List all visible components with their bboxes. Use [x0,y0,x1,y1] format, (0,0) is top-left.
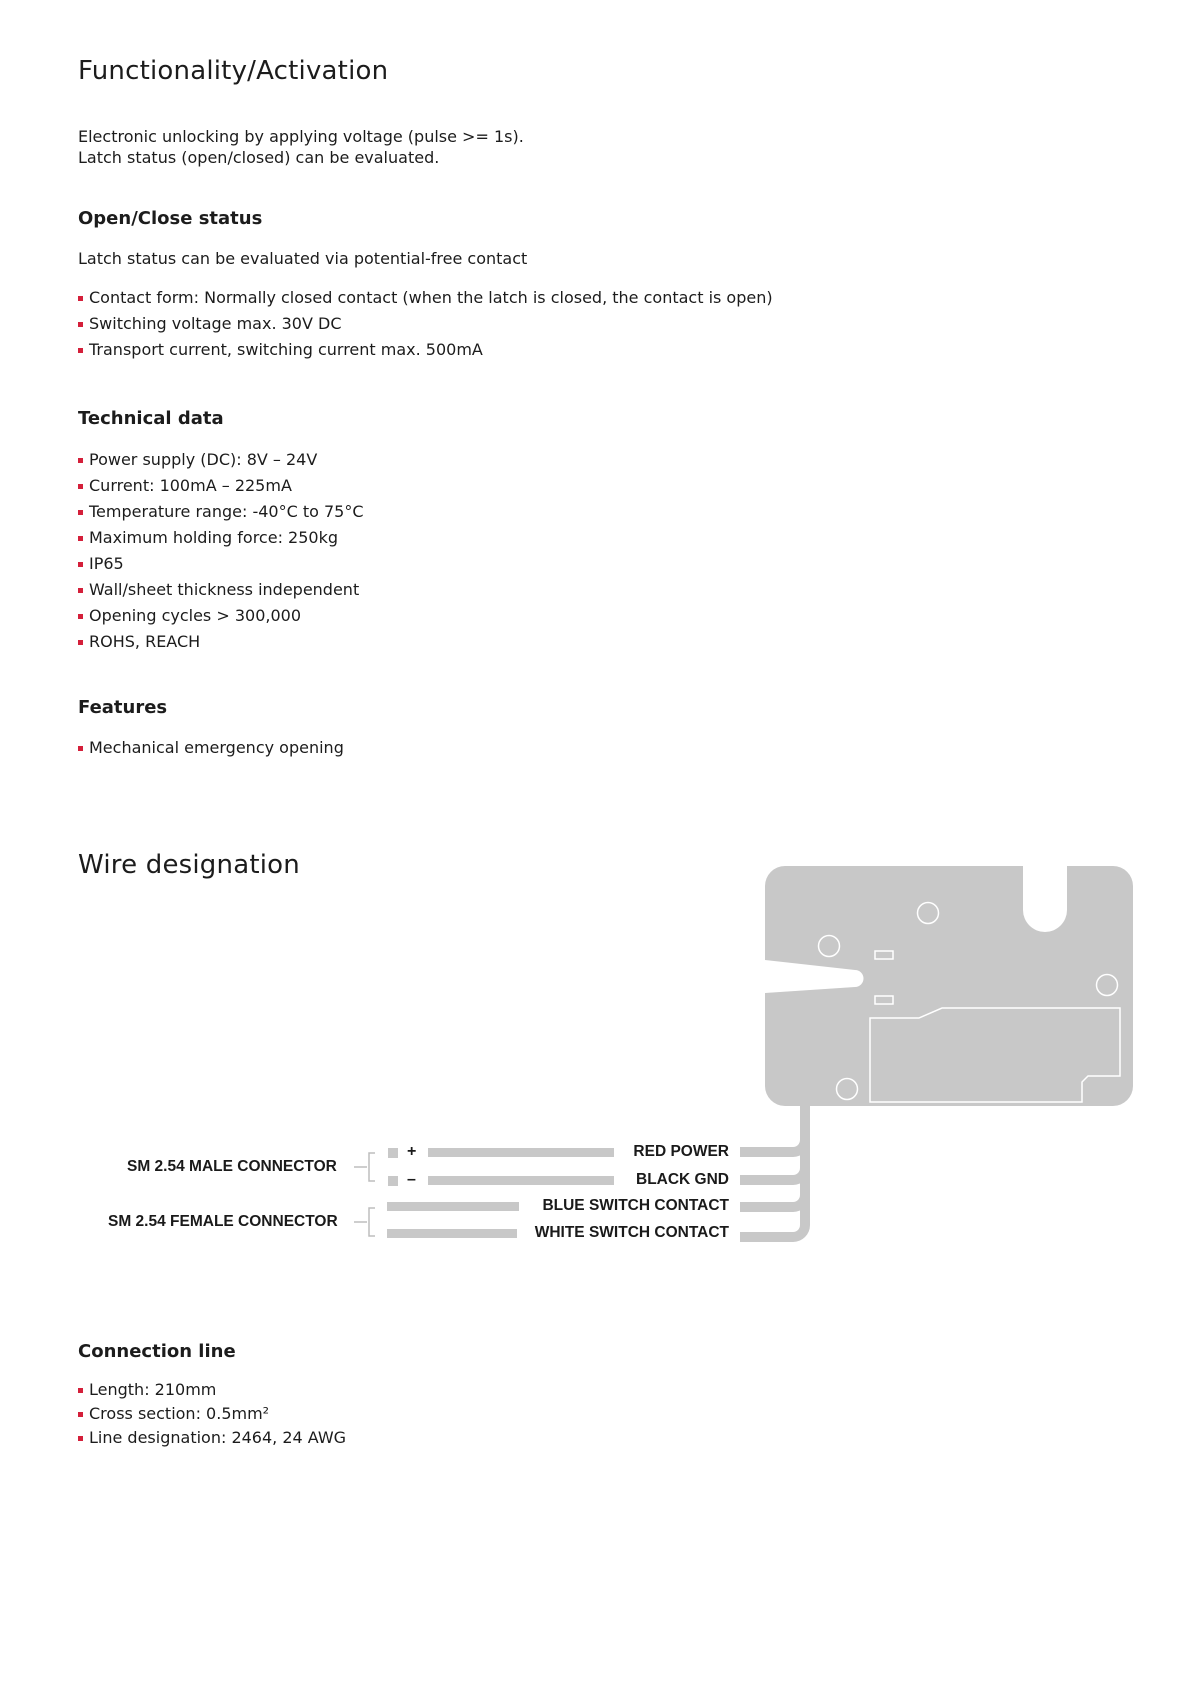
section-title-connection: Connection line [78,1341,236,1362]
list-item: Current: 100mA – 225mA [78,476,364,502]
list-item: Maximum holding force: 250kg [78,528,364,554]
bullet-icon [78,1436,83,1441]
section-title-features: Features [78,697,168,718]
list-item: Temperature range: -40°C to 75°C [78,502,364,528]
bullet-icon [78,1412,83,1417]
section-title-functionality: Functionality/Activation [78,56,389,86]
list-item: Power supply (DC): 8V – 24V [78,450,364,476]
list-item: Mechanical emergency opening [78,738,344,764]
wire-label-black-gnd: BLACK GND [636,1171,729,1188]
list-item: ROHS, REACH [78,632,364,658]
list-item: Line designation: 2464, 24 AWG [78,1428,346,1452]
minus-sign: – [407,1171,416,1188]
functionality-line: Electronic unlocking by applying voltage (pulse >= 1s). [78,127,524,146]
list-item: Switching voltage max. 30V DC [78,314,773,340]
functionality-line: Latch status (open/closed) can be evaluated. [78,148,440,167]
list-item: Wall/sheet thickness independent [78,580,364,606]
list-item: Opening cycles > 300,000 [78,606,364,632]
wire-label-red-power: RED POWER [633,1143,729,1160]
wire-label-white-switch: WHITE SWITCH CONTACT [534,1224,729,1241]
list-item: Contact form: Normally closed contact (when the latch is closed, the contact is open) [78,288,773,314]
bullet-icon [78,1388,83,1393]
list-item: IP65 [78,554,364,580]
section-title-wire: Wire designation [78,850,300,880]
open-close-intro: Latch status can be evaluated via potential-free contact [78,249,528,268]
plus-sign: + [407,1143,417,1160]
list-item: Cross section: 0.5mm² [78,1404,346,1428]
wire-label-blue-switch: BLUE SWITCH CONTACT [542,1197,729,1214]
connector-bracket-icon [354,1153,375,1236]
list-item: Transport current, switching current max. 500mA [78,340,773,366]
cable-bundle-icon [740,1106,805,1237]
latch-device-icon [765,866,1133,1106]
male-connector-label: SM 2.54 MALE CONNECTOR [127,1158,337,1175]
section-title-open-close: Open/Close status [78,208,263,229]
connection-list [78,1380,346,1452]
section-title-technical: Technical data [78,408,224,429]
female-connector-label: SM 2.54 FEMALE CONNECTOR [108,1213,338,1230]
list-item: Length: 210mm [78,1380,346,1404]
